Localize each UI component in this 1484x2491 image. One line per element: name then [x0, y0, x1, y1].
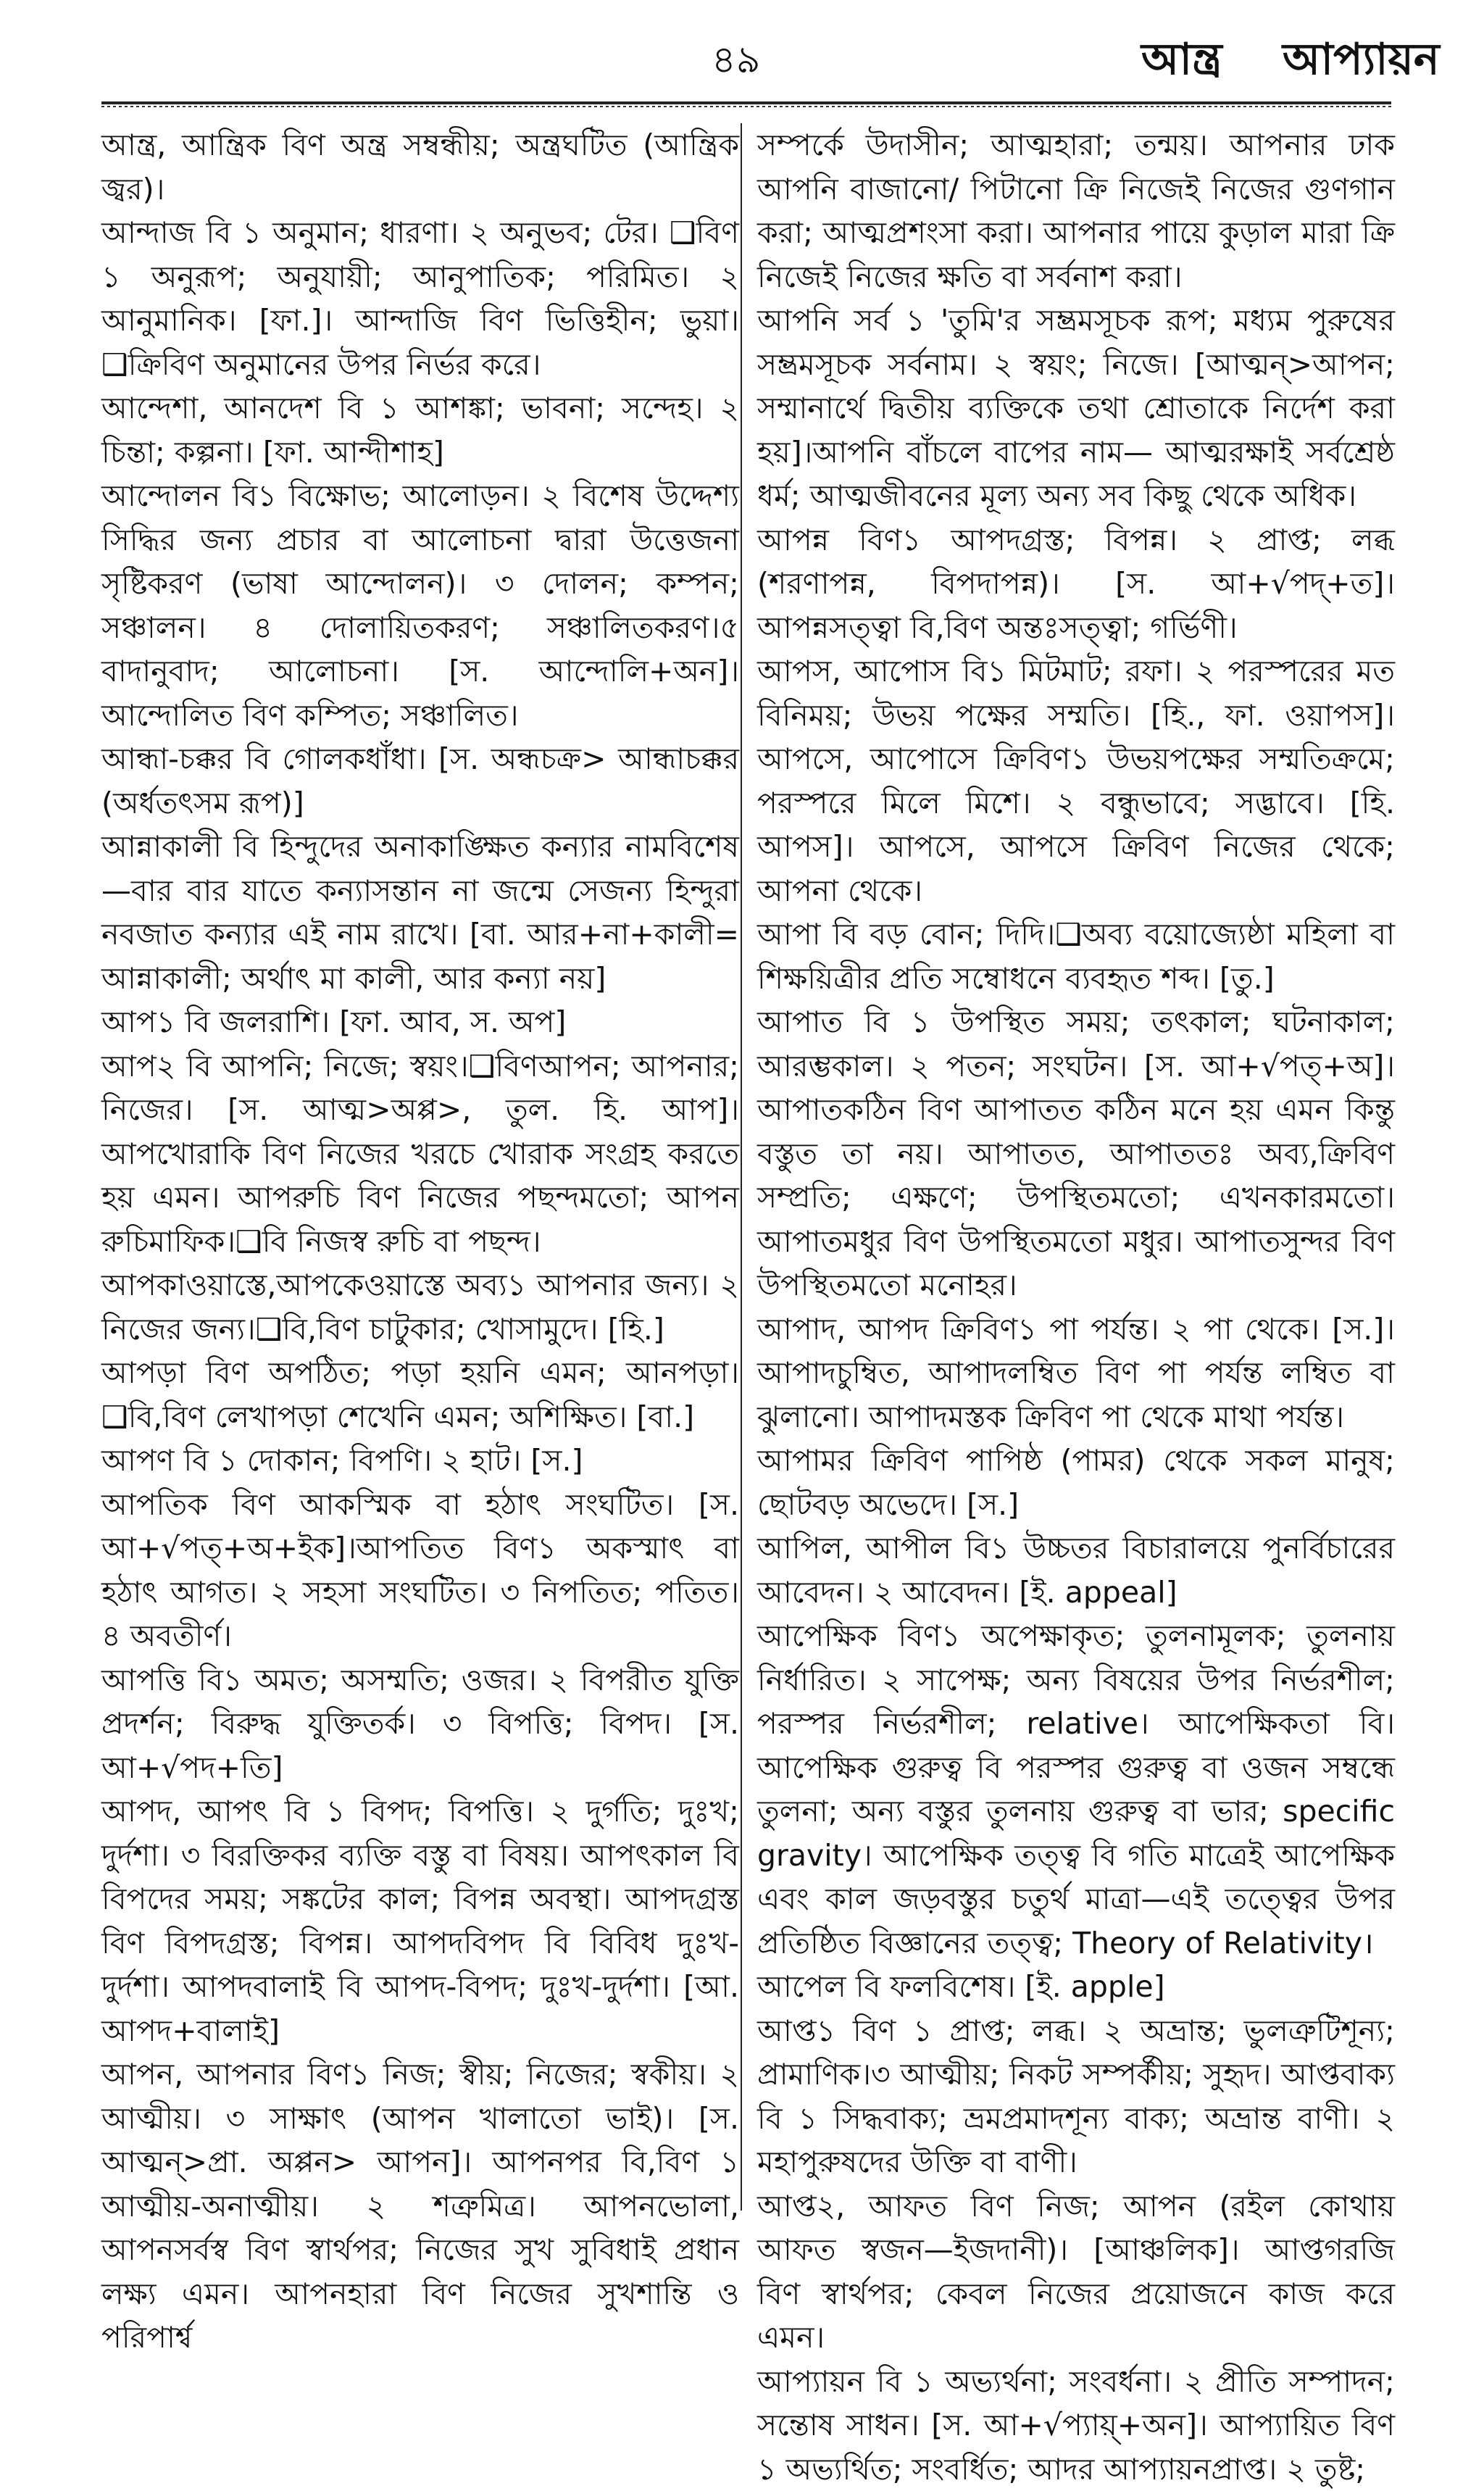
entry: আপত্তি বি১ অমত; অসম্মতি; ওজর। ২ বিপরীত যুক্তি প্রদর্শন; বিরুদ্ধ যুক্তিতর্ক। ৩ বিপত্তি; বিপদ। [স. আ+√পদ+তি]	[101, 1658, 739, 1790]
entry: আপণ বি ১ দোকান; বিপণি। ২ হাট। [স.]	[101, 1439, 739, 1483]
right-column	[757, 123, 1395, 2211]
entry: আপ২ বি আপনি; নিজে; স্বয়ং।❑বিণআপন; আপনার; নিজের। [স. আত্ম>অপ্প>, তুল. হি. আপ]। আপখোরাকি বিণ নিজের খরচে খোরাক সংগ্রহ করতে হয় এমন। আপরুচি বিণ নিজের পছন্দমতো; আপন রুচিমাফিক।❑বি নিজস্ব রুচি বা পছন্দ।	[101, 1044, 739, 1264]
entry: আপা বি বড় বোন; দিদি।❑অব্য বয়োজ্যেষ্ঠা মহিলা বা শিক্ষয়িত্রীর প্রতি সম্বোধনে ব্যবহৃত শব্দ। [তু.]	[757, 912, 1395, 1000]
entry: আপেল বি ফলবিশেষ। [ই. apple]	[757, 1965, 1395, 2009]
left-column	[101, 123, 739, 2211]
page-number: ৪৯	[712, 30, 761, 93]
entry: আপদ, আপৎ বি ১ বিপদ; বিপত্তি। ২ দুর্গতি; দুঃখ; দুর্দশা। ৩ বিরক্তিকর ব্যক্তি বস্তু বা বিষয়। আপৎকাল বি বিপদের সময়; সঙ্কটের কাল; বিপন্ন অবস্থা। আপদগ্রস্ত বিণ বিপদগ্রস্ত; বিপন্ন। আপদবিপদ বি বিবিধ দুঃখ-দুর্দশা। আপদবালাই বি আপদ-বিপদ; দুঃখ-দুর্দশা। [আ. আপদ+বালাই]	[101, 1789, 739, 2053]
entry: আপকাওয়াস্তে,আপকেওয়াস্তে অব্য১ আপনার জন্য। ২ নিজের জন্য।❑বি,বিণ চাটুকার; খোসামুদে। [হি.]	[101, 1263, 739, 1351]
entry: আপস, আপোস বি১ মিটমাট; রফা। ২ পরস্পরের মত বিনিময়; উভয় পক্ষের সম্মতি। [হি., ফা. ওয়াপস]। আপসে, আপোসে ক্রিবিণ১ উভয়পক্ষের সম্মতিক্রমে; পরস্পরে মিলে মিশে। ২ বন্ধুভাবে; সদ্ভাবে। [হি. আপস]। আপসে, আপসে ক্রিবিণ নিজের থেকে; আপনা থেকে।	[757, 649, 1395, 912]
entry: আপাত বি ১ উপস্থিত সময়; তৎকাল; ঘটনাকাল; আরম্ভকাল। ২ পতন; সংঘটন। [স. আ+√পত্+অ]। আপাতকঠিন বিণ আপাতত কঠিন মনে হয় এমন কিন্তু বস্তুত তা নয়। আপাতত, আপাততঃ অব্য,ক্রিবিণ সম্প্রতি; এক্ষণে; উপস্থিতমতো; এখনকারমতো। আপাতমধুর বিণ উপস্থিতমতো মধুর। আপাতসুন্দর বিণ উপস্থিতমতো মনোহর।	[757, 1000, 1395, 1307]
entry: আপ্যায়ন বি ১ অভ্যর্থনা; সংবর্ধনা। ২ প্রীতি সম্পাদন; সন্তোষ সাধন। [স. আ+√প্যায়্+অন]। আপ্যায়িত বিণ ১ অভ্যর্থিত; সংবর্ধিত; আদর আপ্যায়নপ্রাপ্ত। ২ তুষ্ট;	[757, 2360, 1395, 2491]
entry: আপ১ বি জলরাশি। [ফা. আব, স. অপ]	[101, 1000, 739, 1044]
guide-word-first: আন্ত্র	[1141, 26, 1222, 99]
entry: আন্ধা-চক্কর বি গোলকধাঁধা। [স. অন্ধচক্র> আন্ধাচক্কর (অর্ধতৎসম রূপ)]	[101, 737, 739, 825]
entry: আন্দেশা, আনদেশ বি ১ আশঙ্কা; ভাবনা; সন্দেহ। ২ চিন্তা; কল্পনা। [ফা. আন্দীশাহ]	[101, 386, 739, 474]
entry: আন্দোলন বি১ বিক্ষোভ; আলোড়ন। ২ বিশেষ উদ্দেশ্য সিদ্ধির জন্য প্রচার বা আলোচনা দ্বারা উত্তেজনা সৃষ্টিকরণ (ভাষা আন্দোলন)। ৩ দোলন; কম্পন; সঞ্চালন। ৪ দোলায়িতকরণ; সঞ্চালিতকরণ।৫ বাদানুবাদ; আলোচনা। [স. আন্দোলি+অন]। আন্দোলিত বিণ কম্পিত; সঞ্চালিত।	[101, 474, 739, 737]
entry: আপিল, আপীল বি১ উচ্চতর বিচারালয়ে পুনর্বিচারের আবেদন। ২ আবেদন। [ই. appeal]	[757, 1526, 1395, 1614]
page-header	[0, 0, 1484, 94]
entry: আপামর ক্রিবিণ পাপিষ্ঠ (পামর) থেকে সকল মানুষ; ছোটবড় অভেদে। [স.]	[757, 1439, 1395, 1526]
guide-word-last: আপ্যায়ন	[1283, 26, 1440, 99]
entry: আপ্ত১ বিণ ১ প্রাপ্ত; লব্ধ। ২ অভ্রান্ত; ভুলত্রুটিশূন্য; প্রামাণিক।৩ আত্মীয়; নিকট সম্পর্কীয়; সুহৃদ। আপ্তবাক্য বি ১ সিদ্ধবাক্য; ভ্রমপ্রমাদশূন্য বাক্য; অভ্রান্ত বাণী। ২ মহাপুরুষদের উক্তি বা বাণী।	[757, 2009, 1395, 2184]
entry: আন্দাজ বি ১ অনুমান; ধারণা। ২ অনুভব; টের। ❑বিণ ১ অনুরূপ; অনুযায়ী; আনুপাতিক; পরিমিত। ২ আনুমানিক। [ফা.]। আন্দাজি বিণ ভিত্তিহীন; ভুয়া। ❑ক্রিবিণ অনুমানের উপর নির্ভর করে।	[101, 211, 739, 386]
entry: আন্ত্র, আন্ত্রিক বিণ অন্ত্র সম্বন্ধীয়; অন্ত্রঘটিত (আন্ত্রিক জ্বর)।	[101, 123, 739, 211]
entry: আপেক্ষিক বিণ১ অপেক্ষাকৃত; তুলনামূলক; তুলনায় নির্ধারিত। ২ সাপেক্ষ; অন্য বিষয়ের উপর নির্ভরশীল; পরস্পর নির্ভরশীল; relative। আপেক্ষিকতা বি। আপেক্ষিক গুরুত্ব বি পরস্পর গুরুত্ব বা ওজন সম্বন্ধে তুলনা; অন্য বস্তুর তুলনায় গুরুত্ব বা ভার; specific gravity। আপেক্ষিক তত্ত্ব বি গতি মাত্রেই আপেক্ষিক এবং কাল জড়বস্তুর চতুর্থ মাত্রা—এই তত্ত্বের উপর প্রতিষ্ঠিত বিজ্ঞানের তত্ত্ব; Theory of Relativity।	[757, 1614, 1395, 1965]
entry: আপন্ন বিণ১ আপদগ্রস্ত; বিপন্ন। ২ প্রাপ্ত; লব্ধ (শরণাপন্ন, বিপদাপন্ন)। [স. আ+√পদ্+ত]। আপন্নসত্ত্বা বি,বিণ অন্তঃসত্ত্বা; গর্ভিণী।	[757, 518, 1395, 650]
entry: আপড়া বিণ অপঠিত; পড়া হয়নি এমন; আনপড়া। ❑বি,বিণ লেখাপড়া শেখেনি এমন; অশিক্ষিত। [বা.]	[101, 1351, 739, 1439]
entry: আন্নাকালী বি হিন্দুদের অনাকাঙ্ক্ষিত কন্যার নামবিশেষ—বার বার যাতে কন্যাসন্তান না জন্মে সেজন্য হিন্দুরা নবজাত কন্যার এই নাম রাখে। [বা. আর+না+কালী= আন্নাকালী; অর্থাৎ মা কালী, আর কন্যা নয়]	[101, 825, 739, 1000]
entry: সম্পর্কে উদাসীন; আত্মহারা; তন্ময়। আপনার ঢাক আপনি বাজানো/ পিটানো ক্রি নিজেই নিজের গুণগান করা; আত্মপ্রশংসা করা। আপনার পায়ে কুড়াল মারা ক্রি নিজেই নিজের ক্ষতি বা সর্বনাশ করা।	[757, 123, 1395, 299]
entry: আপতিক বিণ আকস্মিক বা হঠাৎ সংঘটিত। [স. আ+√পত্+অ+ইক]।আপতিত বিণ১ অকস্মাৎ বা হঠাৎ আগত। ২ সহসা সংঘটিত। ৩ নিপতিত; পতিত। ৪ অবতীর্ণ।	[101, 1483, 739, 1658]
entry: আপাদ, আপদ ক্রিবিণ১ পা পর্যন্ত। ২ পা থেকে। [স.]। আপাদচুম্বিত, আপাদলম্বিত বিণ পা পর্যন্ত লম্বিত বা ঝুলানো। আপাদমস্তক ক্রিবিণ পা থেকে মাথা পর্যন্ত।	[757, 1307, 1395, 1439]
column-divider	[741, 123, 742, 2211]
entry: আপন, আপনার বিণ১ নিজ; স্বীয়; নিজের; স্বকীয়। ২ আত্মীয়। ৩ সাক্ষাৎ (আপন খালাতো ভাই)। [স. আত্মন্>প্রা. অপ্পন> আপন]। আপনপর বি,বিণ ১ আত্মীয়-অনাত্মীয়। ২ শত্রুমিত্র। আপনভোলা, আপনসর্বস্ব বিণ স্বার্থপর; নিজের সুখ সুবিধাই প্রধান লক্ষ্য এমন। আপনহারা বিণ নিজের সুখশান্তি ও পরিপার্শ্ব	[101, 2053, 739, 2360]
header-rule	[101, 101, 1391, 104]
header-rule-dotted	[101, 106, 1391, 107]
entry: আপ্ত২, আফত বিণ নিজ; আপন (রইল কোথায় আফত স্বজন—ইজদানী)। [আঞ্চলিক]। আপ্তগরজি বিণ স্বার্থপর; কেবল নিজের প্রয়োজনে কাজ করে এমন।	[757, 2184, 1395, 2360]
entry: আপনি সর্ব ১ 'তুমি'র সম্ভ্রমসূচক রূপ; মধ্যম পুরুষের সম্ভ্রমসূচক সর্বনাম। ২ স্বয়ং; নিজে। [আত্মন্>আপন; সম্মানার্থে দ্বিতীয় ব্যক্তিকে তথা শ্রোতাকে নির্দেশ করা হয়]।আপনি বাঁচলে বাপের নাম— আত্মরক্ষাই সর্বশ্রেষ্ঠ ধর্ম; আত্মজীবনের মূল্য অন্য সব কিছু থেকে অধিক।	[757, 299, 1395, 518]
